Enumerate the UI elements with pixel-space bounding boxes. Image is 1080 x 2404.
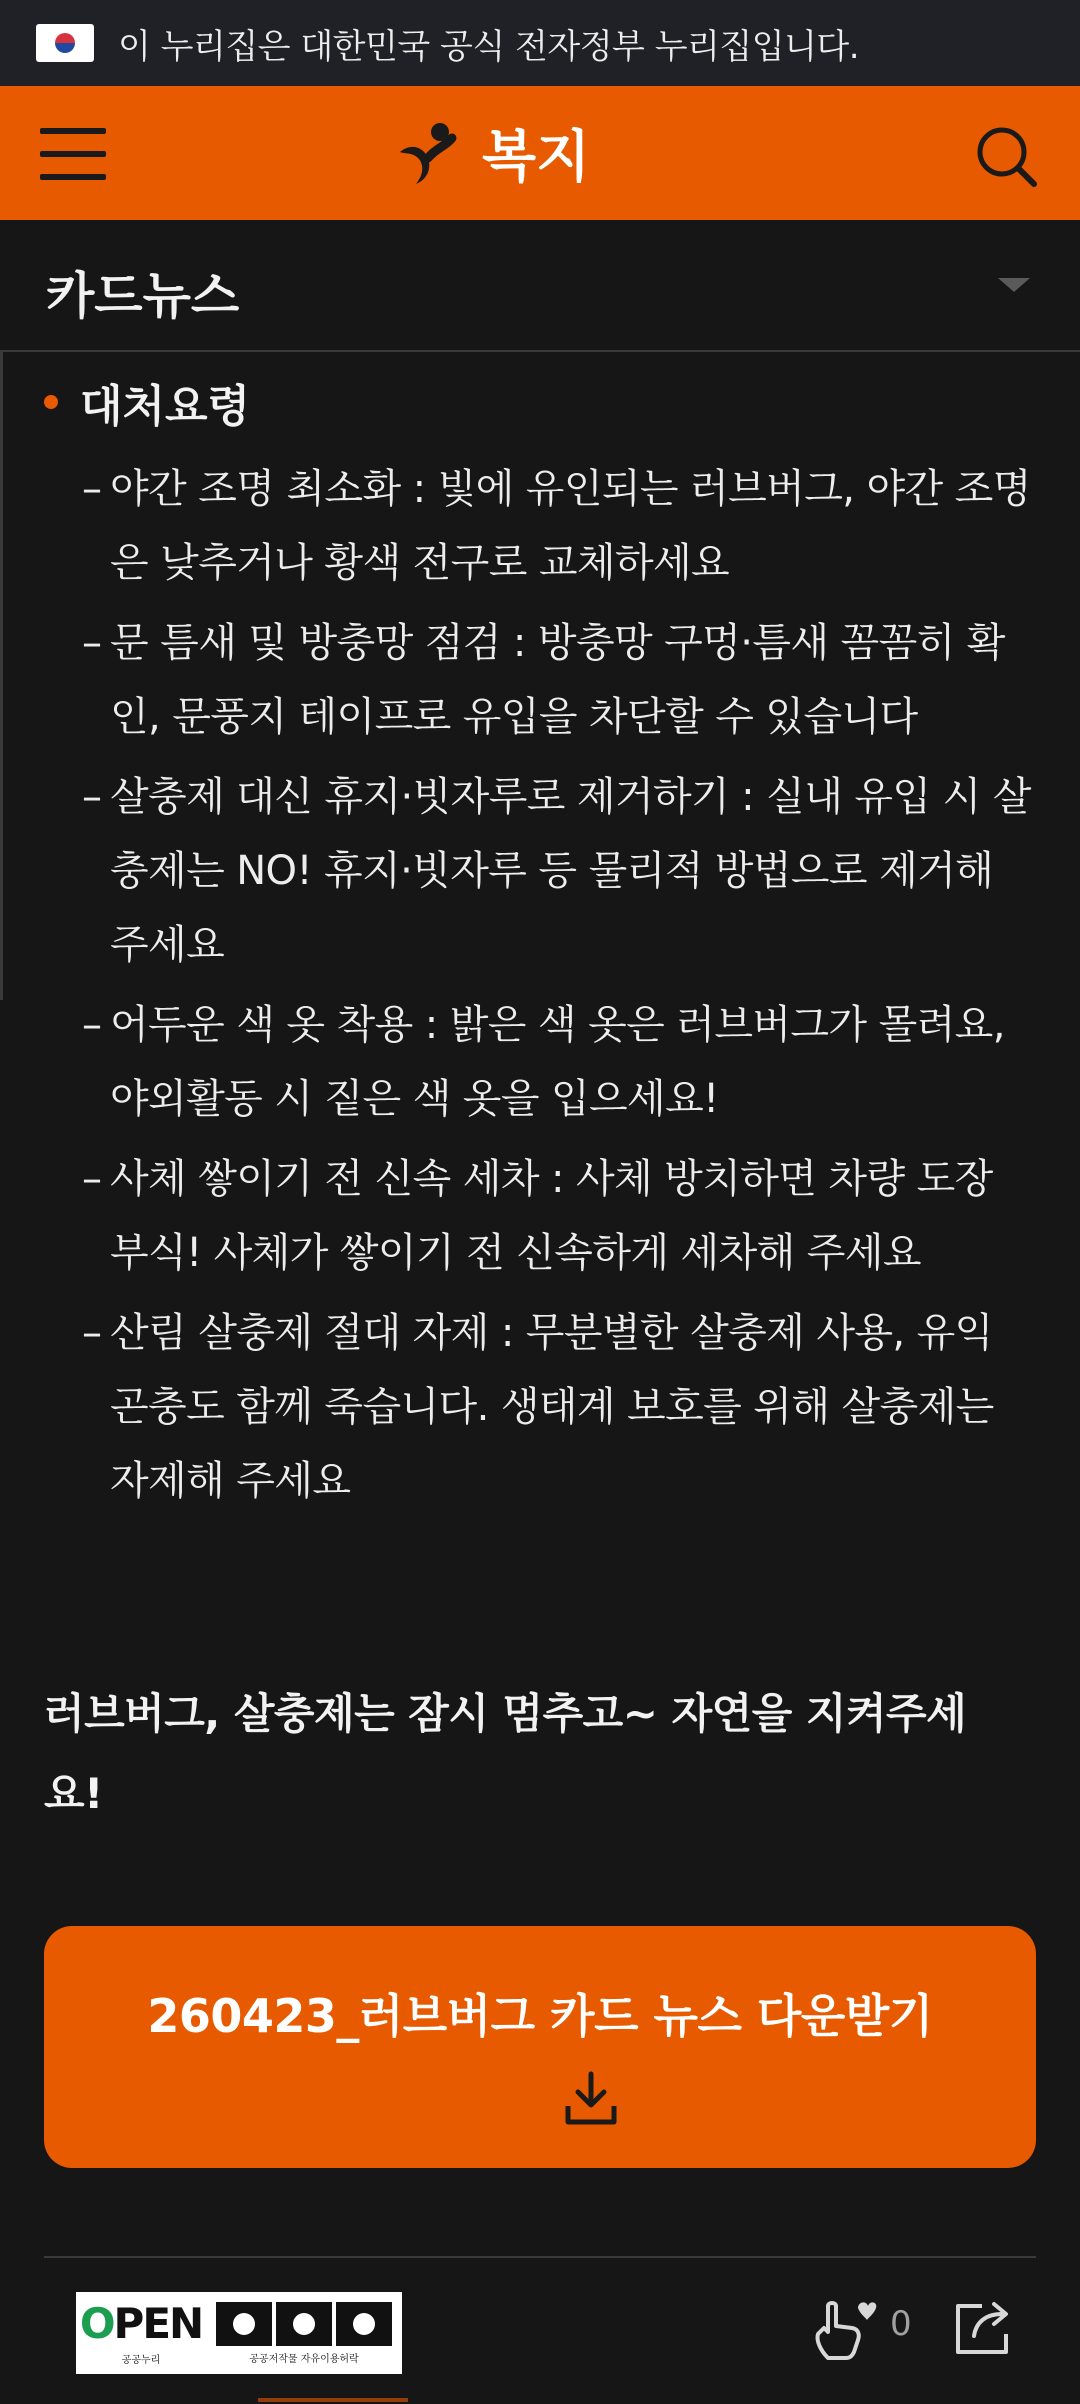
open-badge-sub-right: 공공저작물 자유이용허락 <box>249 2353 359 2365</box>
share-icon[interactable] <box>952 2294 1016 2358</box>
welfare-logo-icon <box>390 118 460 188</box>
download-icon <box>562 2070 620 2128</box>
chevron-down-icon <box>998 278 1030 292</box>
like-hand-icon[interactable] <box>806 2292 878 2364</box>
tip-item: – 살충제 대신 휴지·빗자루로 제거하기 : 실내 유입 시 살충제는 NO! 휴지·빗자루 등 물리적 방법으로 제거해 주세요 <box>82 774 1031 968</box>
header-logo-title[interactable] <box>390 116 590 190</box>
bullet-dot-icon <box>44 395 58 409</box>
tip-item: – 어두운 색 옷 착용 : 밝은 색 옷은 러브버그가 몰려요, 야외활동 시 짙은 색 옷을 입으세요! <box>82 1002 1005 1122</box>
section-title: 카드뉴스 <box>46 267 240 325</box>
footer-divider <box>44 2256 1036 2258</box>
open-badge-sub-left: 공공누리 <box>121 2354 161 2366</box>
site-header <box>0 86 1080 220</box>
hamburger-menu-icon[interactable] <box>40 128 106 180</box>
search-icon[interactable] <box>974 124 1040 190</box>
closing-message: 러브버그, 살충제는 잠시 멈추고~ 자연을 지켜주세요! <box>44 1689 967 1818</box>
kogl-open-badge[interactable] <box>76 2292 402 2374</box>
section-selector[interactable] <box>0 220 1080 352</box>
no-derivatives-icon <box>336 2302 392 2346</box>
gov-banner-text: 이 누리집은 대한민국 공식 전자정부 누리집입니다. <box>118 26 860 67</box>
commercial-use-icon <box>276 2302 332 2346</box>
page-title: 복지 <box>482 125 591 190</box>
bottom-strip <box>0 2390 1080 2404</box>
tips-list <box>82 452 1042 1524</box>
left-edge-line <box>0 350 3 1000</box>
open-badge-left <box>76 2292 206 2374</box>
tip-item: – 산림 살충제 절대 자제 : 무분별한 살충제 사용, 유익 곤충도 함께 죽습니다. 생태계 보호를 위해 살충제는 자제해 주세요 <box>82 1310 994 1504</box>
tip-item: – 야간 조명 최소화 : 빛에 유인되는 러브버그, 야간 조명은 낮추거나 황색 전구로 교체하세요 <box>82 466 1031 586</box>
tip-item: – 사체 쌓이기 전 신속 세차 : 사체 방치하면 차량 도장 부식! 사체가 쌓이기 전 신속하게 세차해 주세요 <box>82 1156 993 1276</box>
open-badge-conditions <box>206 2292 402 2374</box>
gov-banner <box>0 0 1080 86</box>
like-count: 0 <box>890 2304 912 2344</box>
download-button-label: 260423_러브버그 카드 뉴스 다운받기 <box>147 1989 933 2043</box>
attribution-icon <box>216 2302 272 2346</box>
open-badge-word: OPEN <box>79 2298 203 2348</box>
bullet-heading <box>44 370 250 434</box>
korea-flag-icon <box>36 24 94 62</box>
download-card-news-button[interactable] <box>44 1926 1036 2168</box>
tip-item: – 문 틈새 및 방충망 점검 : 방충망 구멍·틈새 꼼꼼히 확인, 문풍지 테이프로 유입을 차단할 수 있습니다 <box>82 620 1005 740</box>
bullet-heading-label: 대처요령 <box>80 381 251 432</box>
